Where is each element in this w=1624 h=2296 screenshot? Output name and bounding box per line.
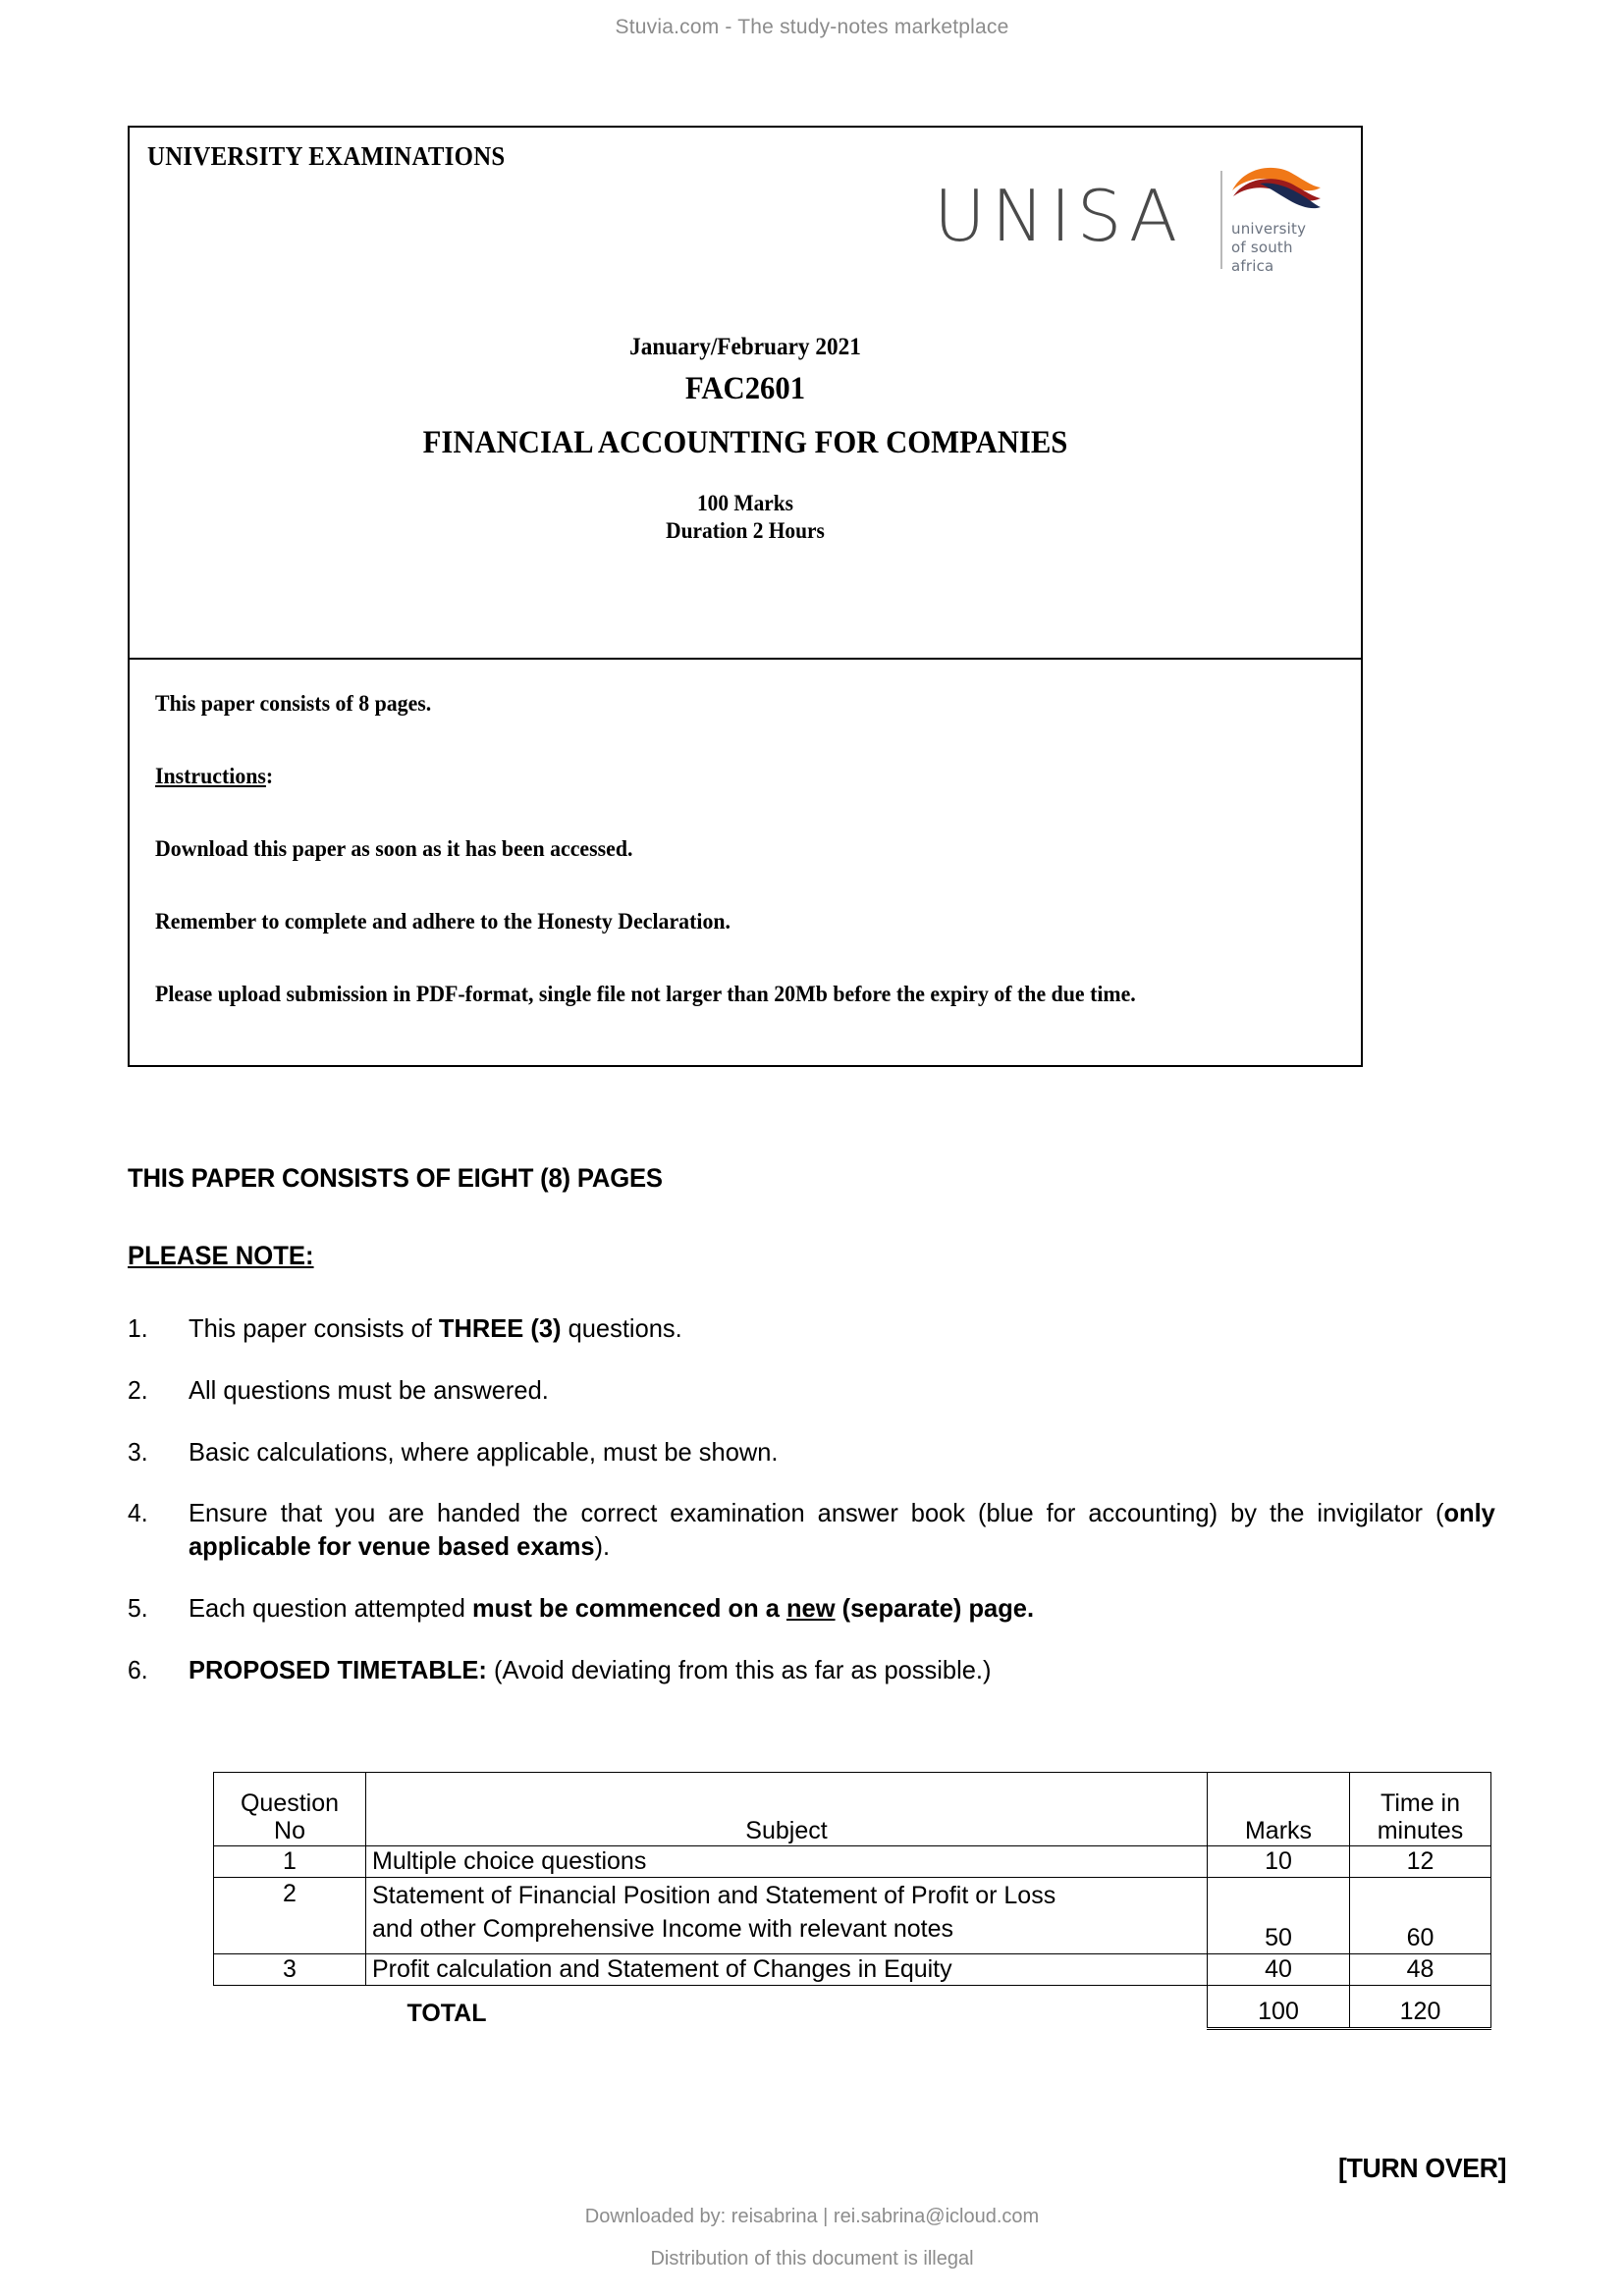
cell-question-no: 3	[214, 1954, 366, 1986]
unisa-subtitle-line2: of south africa	[1231, 238, 1293, 275]
exam-instructions-section	[130, 660, 1361, 1065]
cell-subject-line1: Statement of Financial Position and Statement of Profit or Loss	[372, 1882, 1056, 1909]
university-examinations-title: UNIVERSITY EXAMINATIONS	[147, 141, 506, 171]
note-number: 3.	[128, 1436, 148, 1467]
header-time-in-minutes	[1350, 1773, 1491, 1846]
proposed-timetable	[213, 1772, 1490, 2030]
total-label: TOTAL	[406, 1999, 487, 2027]
table-row	[214, 1846, 1491, 1878]
cell-subject-line2: and other Comprehensive Income with relevant notes	[372, 1914, 953, 1943]
notes-list	[128, 1312, 1522, 1687]
unisa-wordmark: UNISA	[934, 175, 1184, 257]
cell-time: 48	[1350, 1954, 1491, 1986]
unisa-swoosh-icon	[1230, 161, 1321, 214]
cell-subject	[366, 1878, 1208, 1954]
exam-duration: Duration 2 Hours	[666, 518, 825, 543]
cell-time: 12	[1350, 1846, 1491, 1878]
turn-over-label: [TURN OVER]	[1337, 2153, 1506, 2183]
exam-module-name: FINANCIAL ACCOUNTING FOR COMPANIES	[422, 425, 1068, 460]
header-time-line1: Time in	[1380, 1789, 1461, 1817]
note-number: 4.	[128, 1498, 148, 1528]
timetable-table	[213, 1772, 1491, 2030]
exam-date: January/February 2021	[629, 334, 861, 360]
note-item	[128, 1312, 1522, 1346]
table-header-row	[214, 1773, 1491, 1846]
pages-heading: THIS PAPER CONSISTS OF EIGHT (8) PAGES	[128, 1163, 663, 1193]
note-text: Each question attempted must be commenced on a new (separate) page.	[189, 1592, 1035, 1623]
cell-subject: Multiple choice questions	[366, 1846, 1208, 1878]
table-row	[214, 1878, 1491, 1954]
exam-total-marks: 100 Marks	[696, 491, 794, 515]
note-number: 1.	[128, 1313, 148, 1343]
cell-marks: 40	[1208, 1954, 1350, 1986]
total-time: 120	[1350, 1986, 1491, 2029]
instructions-label	[155, 762, 1274, 791]
cell-question-no: 1	[214, 1846, 366, 1878]
note-item	[128, 1592, 1522, 1626]
instruction-upload-pdf: Please upload submission in PDF-format, single file not larger than 20Mb before the expiry of the due time.	[155, 981, 1136, 1006]
unisa-logo-divider	[1220, 171, 1222, 269]
instructions-label-colon: :	[265, 763, 274, 788]
exam-module-code: FAC2601	[684, 371, 806, 406]
note-number: 6.	[128, 1654, 148, 1684]
header-marks: Marks	[1208, 1773, 1350, 1846]
cell-question-no: 2	[214, 1878, 366, 1954]
paper-page-count: This paper consists of 8 pages.	[155, 691, 432, 716]
header-subject: Subject	[366, 1773, 1208, 1846]
instruction-honesty-declaration: Remember to complete and adhere to the Honesty Declaration.	[155, 908, 731, 934]
header-question-no	[214, 1773, 366, 1846]
instruction-download: Download this paper as soon as it has been accessed.	[155, 835, 633, 861]
exam-header-box	[128, 126, 1363, 1067]
exam-header-top-section	[130, 128, 1361, 658]
table-total-row	[214, 1986, 1491, 2029]
body-content	[128, 1163, 1522, 1716]
please-note-wrapper	[128, 1241, 1522, 1312]
header-time-line2: minutes	[1377, 1817, 1464, 1844]
cell-time: 60	[1350, 1878, 1491, 1954]
unisa-logo	[934, 159, 1317, 275]
total-blank-cell	[214, 1986, 366, 2029]
unisa-logo-subtitle	[1231, 220, 1317, 275]
note-item	[128, 1497, 1522, 1564]
note-text: All questions must be answered.	[189, 1374, 549, 1405]
note-text: Ensure that you are handed the correct examination answer book (blue for accounting) by the invigilator (only applicable for venue based exams).	[189, 1498, 1495, 1562]
note-number: 5.	[128, 1592, 148, 1623]
please-note-heading: PLEASE NOTE:	[128, 1241, 314, 1270]
unisa-subtitle-line1: university	[1231, 220, 1307, 238]
header-question-no-line2: No	[274, 1817, 305, 1844]
note-item	[128, 1374, 1522, 1408]
cell-subject: Profit calculation and Statement of Changes in Equity	[366, 1954, 1208, 1986]
cell-marks: 10	[1208, 1846, 1350, 1878]
stuvia-watermark-header: Stuvia.com - The study-notes marketplace	[615, 16, 1009, 38]
instructions-label-underlined: Instructions	[155, 763, 266, 788]
total-marks: 100	[1208, 1986, 1350, 2029]
note-item	[128, 1436, 1522, 1469]
header-question-no-line1: Question	[240, 1789, 340, 1817]
note-number: 2.	[128, 1374, 148, 1405]
note-item	[128, 1654, 1522, 1687]
table-row	[214, 1954, 1491, 1986]
note-text: This paper consists of THREE (3) questions.	[189, 1313, 682, 1343]
note-text: PROPOSED TIMETABLE: (Avoid deviating from this as far as possible.)	[189, 1654, 992, 1684]
cell-marks: 50	[1208, 1878, 1350, 1954]
downloaded-by-watermark: Downloaded by: reisabrina | rei.sabrina@icloud.com	[584, 2206, 1040, 2227]
note-text: Basic calculations, where applicable, must be shown.	[189, 1436, 779, 1467]
distribution-watermark: Distribution of this document is illegal	[650, 2248, 974, 2269]
